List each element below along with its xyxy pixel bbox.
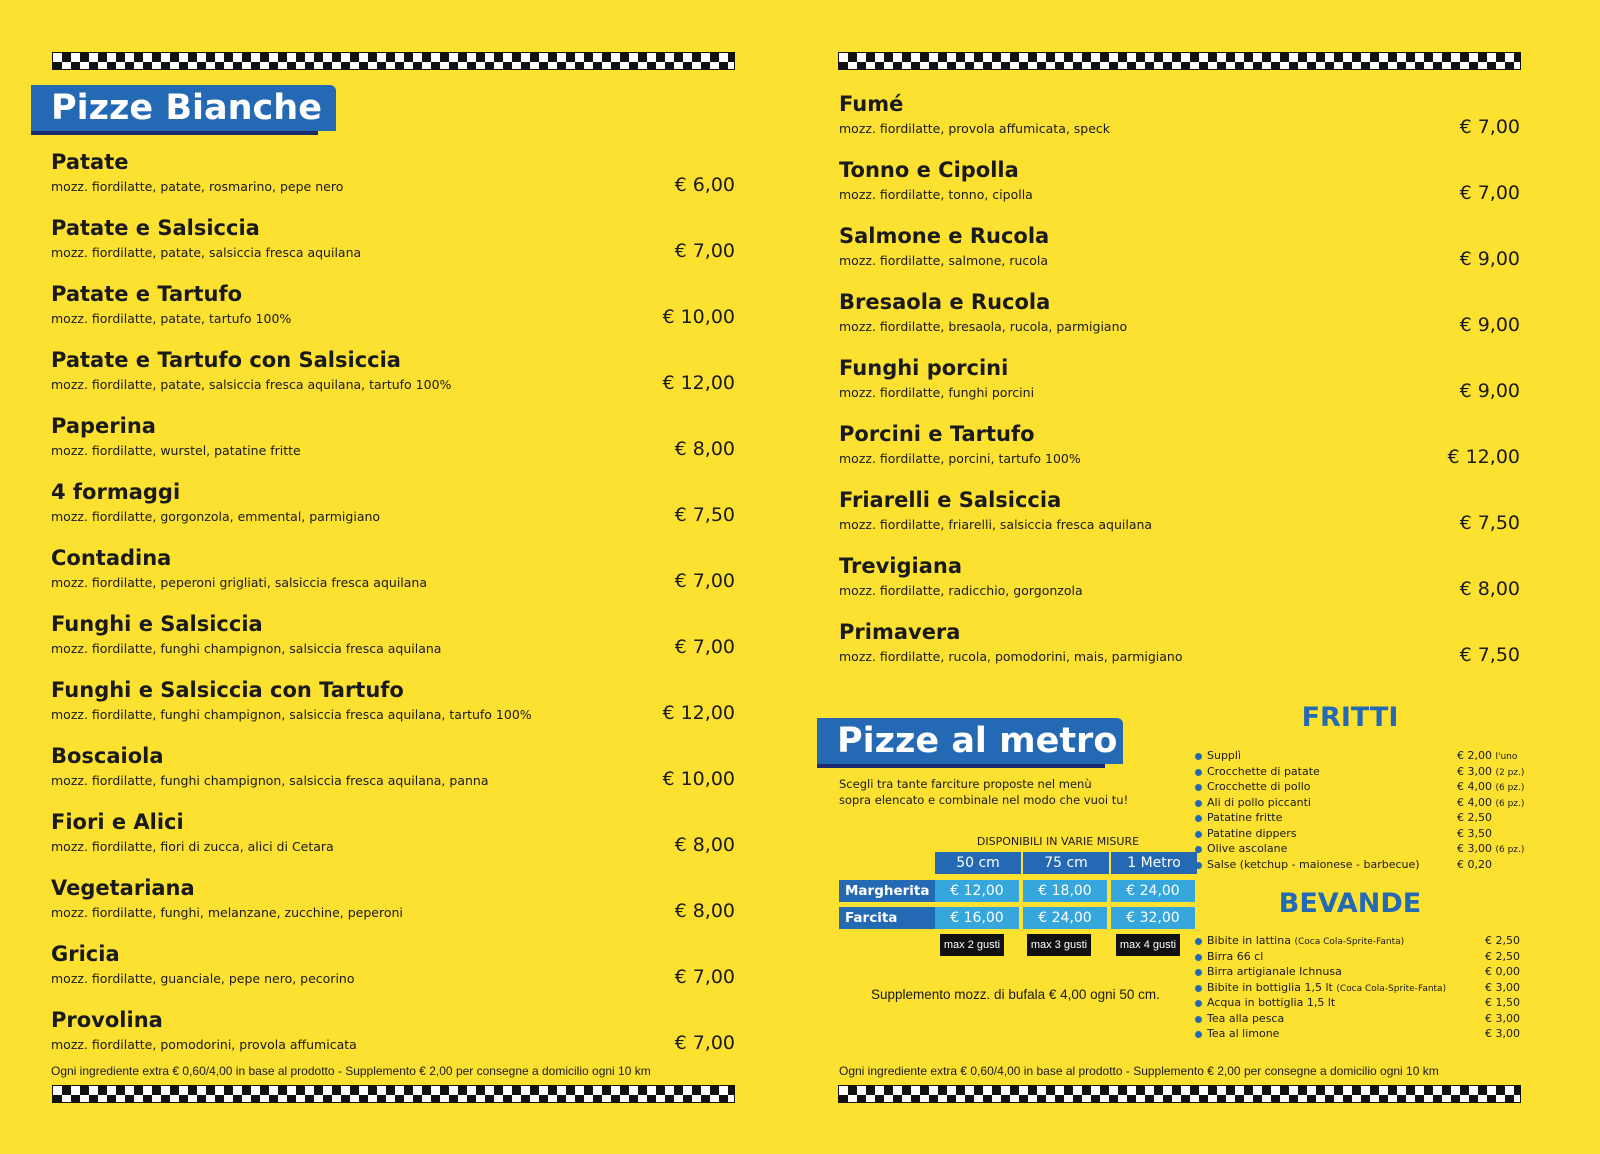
menu-item <box>839 356 1520 416</box>
item-description: mozz. fiordilatte, funghi champignon, salsiccia fresca aquilana, panna <box>51 773 489 788</box>
bullet-icon <box>1195 769 1202 776</box>
list-item <box>1195 934 1525 949</box>
item-label <box>1207 950 1263 963</box>
item-label <box>1207 996 1335 1009</box>
item-name: Fiori e Alici <box>51 810 184 834</box>
item-price: € 8,00 <box>674 438 735 460</box>
item-description: mozz. fiordilatte, tonno, cipolla <box>839 187 1033 202</box>
item-description: mozz. fiordilatte, friarelli, salsiccia fresca aquilana <box>839 517 1153 532</box>
checkered-border-bottom-right <box>838 1085 1521 1103</box>
item-name: Patate <box>51 150 129 174</box>
section-title: Pizze Bianche <box>51 88 322 128</box>
bullet-icon <box>1195 831 1202 838</box>
price-cell: € 24,00 <box>1111 880 1195 902</box>
item-label-text: Birra artigianale Ichnusa <box>1207 965 1342 978</box>
item-label-text: Crocchette di pollo <box>1207 780 1311 793</box>
bevande-title: BEVANDE <box>1278 888 1422 919</box>
item-price: € 7,00 <box>674 240 735 262</box>
item-price-text: € 2,50 <box>1457 811 1492 824</box>
section-banner-pizze-bianche <box>31 85 336 131</box>
item-price-text: € 3,00 <box>1485 1027 1520 1040</box>
metro-intro-line-2: sopra elencato e combinale nel modo che vuoi tu! <box>839 793 1129 807</box>
menu-item <box>51 876 735 936</box>
item-price <box>1457 827 1492 840</box>
checkered-border-top-right <box>838 52 1521 70</box>
menu-item <box>51 282 735 342</box>
item-price: € 9,00 <box>1459 380 1520 402</box>
menu-item <box>839 488 1520 548</box>
item-description: mozz. fiordilatte, funghi, melanzane, zucchine, peperoni <box>51 905 403 920</box>
item-name: Contadina <box>51 546 172 570</box>
menu-item <box>51 216 735 276</box>
item-price-text: € 1,50 <box>1485 996 1520 1009</box>
bevande-list <box>1195 934 1525 1044</box>
fritti-title: FRITTI <box>1301 702 1399 733</box>
bullet-icon <box>1195 1000 1202 1007</box>
price-cell: € 24,00 <box>1023 907 1107 929</box>
item-price <box>1457 811 1492 824</box>
item-name: Gricia <box>51 942 120 966</box>
metro-intro <box>839 776 1128 808</box>
item-name: 4 formaggi <box>51 480 181 504</box>
item-price: € 7,00 <box>674 1032 735 1054</box>
item-price <box>1485 981 1520 994</box>
footer-note-right: Ogni ingrediente extra € 0,60/4,00 in base al prodotto - Supplemento € 2,00 per consegne a domicilio ogni 10 km <box>839 1064 1439 1078</box>
list-item <box>1195 858 1525 873</box>
item-label-note: (Coca Cola-Sprite-Fanta) <box>1294 937 1405 947</box>
item-name: Tonno e Cipolla <box>839 158 1019 182</box>
item-label-text: Supplì <box>1207 749 1242 762</box>
item-name: Salmone e Rucola <box>839 224 1050 248</box>
menu-item <box>51 1008 735 1068</box>
item-description: mozz. fiordilatte, pomodorini, provola affumicata <box>51 1037 357 1052</box>
list-item <box>1195 811 1525 826</box>
item-price: € 7,50 <box>674 504 735 526</box>
item-label-text: Crocchette di patate <box>1207 764 1320 778</box>
menu-item <box>51 480 735 540</box>
metro-title: Pizze al metro <box>837 721 1118 761</box>
size-header: 50 cm <box>935 852 1021 874</box>
bullet-icon <box>1195 800 1202 807</box>
bullet-icon <box>1195 846 1202 853</box>
item-price <box>1485 996 1520 1009</box>
list-item <box>1195 1012 1525 1027</box>
item-name: Fumé <box>839 92 904 116</box>
menu-item <box>51 744 735 804</box>
menu-list-left <box>51 150 735 1054</box>
item-price: € 12,00 <box>662 372 735 394</box>
item-label <box>1207 842 1287 855</box>
item-description: mozz. fiordilatte, salmone, rucola <box>839 253 1049 268</box>
item-label <box>1207 749 1241 762</box>
list-item <box>1195 780 1525 795</box>
item-price <box>1485 950 1520 963</box>
item-label-note: (Coca Cola-Sprite-Fanta) <box>1336 983 1447 994</box>
item-price: € 12,00 <box>1447 446 1520 468</box>
item-name: Bresaola e Rucola <box>839 290 1051 314</box>
footer-note-left: Ogni ingrediente extra € 0,60/4,00 in base al prodotto - Supplemento € 2,00 per consegne a domicilio ogni 10 km <box>51 1064 651 1078</box>
item-description: mozz. fiordilatte, guanciale, pepe nero, pecorino <box>51 971 355 986</box>
item-name: Friarelli e Salsiccia <box>839 488 1062 512</box>
list-item <box>1195 965 1525 980</box>
list-item <box>1195 981 1525 996</box>
item-description: mozz. fiordilatte, patate, salsiccia fresca aquilana <box>51 245 362 260</box>
item-price: € 12,00 <box>662 702 735 724</box>
item-price-text: € 4,00 <box>1457 795 1492 809</box>
item-price <box>1485 1012 1520 1025</box>
item-price-text: € 2,50 <box>1485 949 1520 963</box>
item-description: mozz. fiordilatte, patate, tartufo 100% <box>51 311 292 326</box>
item-label-text: Tea al limone <box>1207 1027 1280 1040</box>
item-price <box>1457 796 1524 809</box>
item-name: Funghi porcini <box>839 356 1009 380</box>
item-description: mozz. fiordilatte, wurstel, patatine fritte <box>51 443 301 458</box>
item-description: mozz. fiordilatte, gorgonzola, emmental, parmigiano <box>51 509 381 524</box>
item-label-text: Bibite in lattina <box>1207 934 1291 947</box>
menu-item <box>839 158 1520 218</box>
menu-list-right <box>839 92 1520 672</box>
price-cell: € 32,00 <box>1111 907 1195 929</box>
item-name: Trevigiana <box>839 554 963 578</box>
list-item <box>1195 1027 1525 1042</box>
item-description: mozz. fiordilatte, patate, salsiccia fresca aquilana, tartufo 100% <box>51 377 452 392</box>
item-label-text: Bibite in bottiglia 1,5 lt <box>1207 980 1333 994</box>
item-label <box>1207 1012 1284 1025</box>
item-label <box>1207 780 1311 793</box>
item-price <box>1457 749 1517 762</box>
item-description: mozz. fiordilatte, provola affumicata, speck <box>839 121 1111 136</box>
metro-price-table <box>839 852 1181 962</box>
list-item <box>1195 765 1525 780</box>
menu-item <box>839 620 1520 680</box>
item-description: mozz. fiordilatte, funghi champignon, salsiccia fresca aquilana, tartufo 100% <box>51 707 532 722</box>
item-price-text: € 2,00 <box>1457 749 1492 762</box>
item-label <box>1207 796 1311 809</box>
item-price-text: € 3,00 <box>1457 842 1492 855</box>
metro-intro-line-1: Scegli tra tante farciture proposte nel menù <box>839 777 1092 791</box>
item-description: mozz. fiordilatte, porcini, tartufo 100% <box>839 451 1081 466</box>
item-price <box>1485 1027 1520 1040</box>
menu-item <box>51 612 735 672</box>
menu-item <box>839 92 1520 152</box>
item-name: Provolina <box>51 1008 163 1032</box>
item-price: € 10,00 <box>662 768 735 790</box>
item-name: Vegetariana <box>51 876 195 900</box>
item-label <box>1207 858 1420 871</box>
item-name: Funghi e Salsiccia con Tartufo <box>51 678 404 702</box>
list-item <box>1195 842 1525 857</box>
list-item <box>1195 996 1525 1011</box>
item-price: € 8,00 <box>674 834 735 856</box>
item-name: Boscaiola <box>51 744 164 768</box>
list-item <box>1195 749 1525 764</box>
menu-item <box>839 290 1520 350</box>
item-label-text: Tea alla pesca <box>1207 1011 1285 1025</box>
item-price: € 7,00 <box>1459 116 1520 138</box>
bullet-icon <box>1195 938 1202 945</box>
item-price <box>1457 842 1524 855</box>
menu-item <box>839 224 1520 284</box>
metro-supplement: Supplemento mozz. di bufala € 4,00 ogni 50 cm. <box>871 987 1160 1002</box>
checkered-border-bottom-left <box>52 1085 735 1103</box>
item-price: € 7,50 <box>1459 512 1520 534</box>
item-price <box>1457 765 1524 778</box>
size-header: 75 cm <box>1023 852 1109 874</box>
menu-item <box>51 546 735 606</box>
item-description: mozz. fiordilatte, rucola, pomodorini, mais, parmigiano <box>839 649 1183 664</box>
menu-item <box>51 678 735 738</box>
item-name: Paperina <box>51 414 156 438</box>
item-price: € 9,00 <box>1459 314 1520 336</box>
price-cell: € 16,00 <box>935 907 1019 929</box>
item-description: mozz. fiordilatte, radicchio, gorgonzola <box>839 583 1083 598</box>
bullet-icon <box>1195 1031 1202 1038</box>
item-description: mozz. fiordilatte, fiori di zucca, alici di Cetara <box>51 839 334 854</box>
menu-item <box>51 150 735 210</box>
menu-item <box>839 554 1520 614</box>
item-label <box>1207 934 1404 947</box>
menu-item <box>51 942 735 1002</box>
section-banner-pizze-al-metro <box>817 718 1123 764</box>
item-label <box>1207 765 1320 778</box>
size-header: 1 Metro <box>1111 852 1197 874</box>
item-price <box>1485 965 1520 978</box>
item-price-text: € 3,50 <box>1457 826 1492 840</box>
item-price-text: € 3,00 <box>1485 980 1520 994</box>
item-label-text: Olive ascolane <box>1207 842 1288 855</box>
item-price-text: € 2,50 <box>1485 934 1520 947</box>
row-label: Margherita <box>839 880 935 902</box>
item-label-text: Salse (ketchup - maionese - barbecue) <box>1207 857 1420 871</box>
item-name: Patate e Salsiccia <box>51 216 260 240</box>
list-item <box>1195 827 1525 842</box>
item-price: € 7,00 <box>674 570 735 592</box>
item-price-text: € 4,00 <box>1457 780 1492 793</box>
item-price-text: € 0,00 <box>1485 965 1520 978</box>
checkered-border-top-left <box>52 52 735 70</box>
bullet-icon <box>1195 784 1202 791</box>
item-description: mozz. fiordilatte, funghi porcini <box>839 385 1035 400</box>
item-description: mozz. fiordilatte, patate, rosmarino, pepe nero <box>51 179 344 194</box>
menu-item <box>51 414 735 474</box>
item-description: mozz. fiordilatte, funghi champignon, salsiccia fresca aquilana <box>51 641 442 656</box>
max-flavors-badge: max 4 gusti <box>1116 934 1180 956</box>
item-label <box>1207 827 1297 840</box>
item-price-note: (6 pz.) <box>1495 783 1525 793</box>
item-label <box>1207 1027 1279 1040</box>
menu-item <box>51 348 735 408</box>
item-price-text: € 3,00 <box>1457 764 1492 778</box>
row-label: Farcita <box>839 907 935 929</box>
bullet-icon <box>1195 753 1202 760</box>
item-price-note: (6 pz.) <box>1495 845 1525 855</box>
item-price-text: € 0,20 <box>1457 857 1492 871</box>
menu-item <box>51 810 735 870</box>
item-price-note: (6 pz.) <box>1495 798 1525 809</box>
metro-available-label: DISPONIBILI IN VARIE MISURE <box>976 835 1140 848</box>
item-label <box>1207 981 1446 994</box>
item-label-text: Ali di pollo piccanti <box>1207 795 1311 809</box>
bullet-icon <box>1195 954 1202 961</box>
item-price-text: € 3,00 <box>1485 1011 1520 1025</box>
item-label-text: Patatine fritte <box>1207 811 1283 824</box>
item-price: € 7,00 <box>674 636 735 658</box>
bullet-icon <box>1195 862 1202 869</box>
list-item <box>1195 950 1525 965</box>
item-price: € 7,00 <box>674 966 735 988</box>
item-name: Patate e Tartufo con Salsiccia <box>51 348 401 372</box>
list-item <box>1195 796 1525 811</box>
item-price: € 7,50 <box>1459 644 1520 666</box>
item-price-note: l'uno <box>1495 752 1518 762</box>
item-price: € 6,00 <box>674 174 735 196</box>
item-description: mozz. fiordilatte, bresaola, rucola, parmigiano <box>839 319 1128 334</box>
item-price: € 8,00 <box>674 900 735 922</box>
item-label-text: Patatine dippers <box>1207 826 1297 840</box>
item-name: Primavera <box>839 620 961 644</box>
item-description: mozz. fiordilatte, peperoni grigliati, salsiccia fresca aquilana <box>51 575 428 590</box>
item-price: € 9,00 <box>1459 248 1520 270</box>
price-cell: € 18,00 <box>1023 880 1107 902</box>
item-name: Funghi e Salsiccia <box>51 612 263 636</box>
item-price <box>1457 858 1492 871</box>
max-flavors-badge: max 2 gusti <box>940 934 1004 956</box>
item-label <box>1207 965 1342 978</box>
item-price: € 7,00 <box>1459 182 1520 204</box>
bullet-icon <box>1195 969 1202 976</box>
item-label <box>1207 811 1282 824</box>
menu-item <box>839 422 1520 482</box>
item-price: € 10,00 <box>662 306 735 328</box>
item-name: Porcini e Tartufo <box>839 422 1035 446</box>
item-label-text: Birra 66 cl <box>1207 949 1264 963</box>
price-cell: € 12,00 <box>935 880 1019 902</box>
item-price <box>1457 780 1524 793</box>
item-price-note: (2 pz.) <box>1495 767 1525 778</box>
item-name: Patate e Tartufo <box>51 282 243 306</box>
item-price <box>1485 934 1520 947</box>
bullet-icon <box>1195 1016 1202 1023</box>
max-flavors-badge: max 3 gusti <box>1027 934 1091 956</box>
item-label-text: Acqua in bottiglia 1,5 lt <box>1207 996 1336 1009</box>
bullet-icon <box>1195 815 1202 822</box>
item-price: € 8,00 <box>1459 578 1520 600</box>
bullet-icon <box>1195 985 1202 992</box>
fritti-list <box>1195 749 1525 874</box>
